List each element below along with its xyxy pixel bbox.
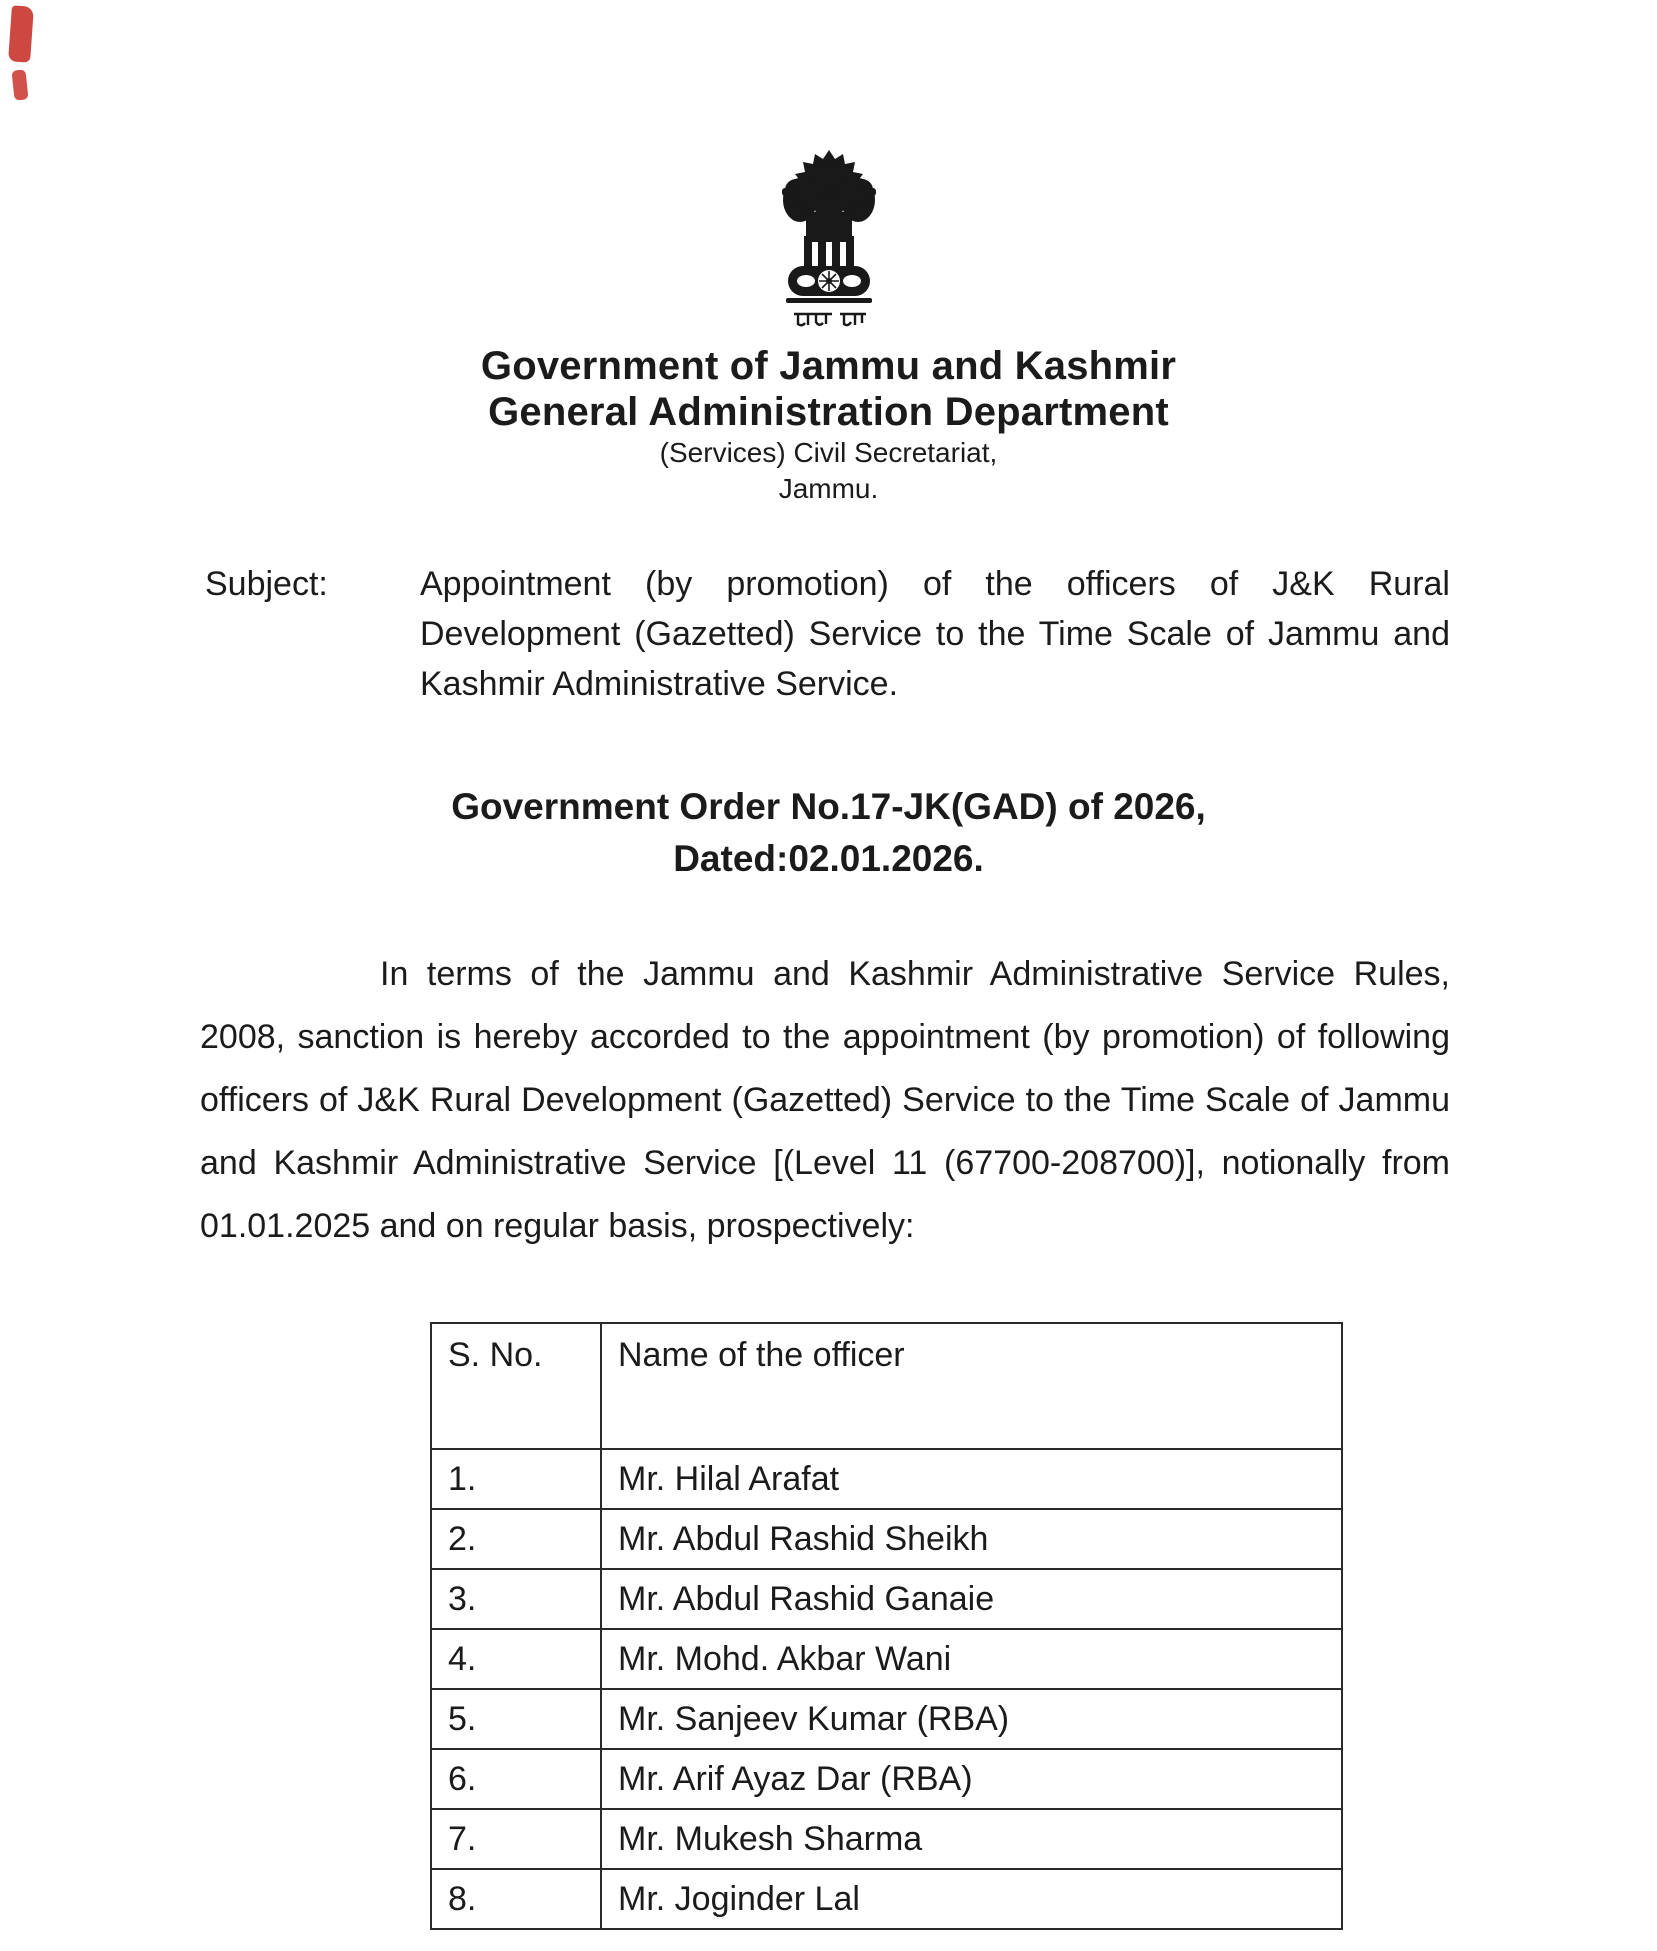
order-number-line: Government Order No.17-JK(GAD) of 2026,: [451, 786, 1206, 827]
table-row: [431, 1689, 1342, 1749]
officers-table: [430, 1322, 1343, 1930]
cell-sno: 3.: [431, 1569, 601, 1629]
cell-officer-name: Mr. Arif Ayaz Dar (RBA): [601, 1749, 1342, 1809]
cell-sno: 6.: [431, 1749, 601, 1809]
order-date-line: Dated:02.01.2026.: [673, 838, 984, 879]
government-title: Government of Jammu and Kashmir: [480, 344, 1177, 388]
column-header-name: Name of the officer: [601, 1323, 1342, 1449]
emblem-motto: [794, 314, 866, 325]
order-heading: [0, 781, 1657, 885]
column-header-sno: S. No.: [431, 1323, 601, 1449]
cell-sno: 1.: [431, 1449, 601, 1509]
cell-officer-name: Mr. Joginder Lal: [601, 1869, 1342, 1929]
order-body-paragraph: In terms of the Jammu and Kashmir Administrative Service Rules, 2008, sanction is hereby accorded to the appointment (by promotion) of following officers of J&K Rural Development (Gazetted) Service to the Time Scale of Jammu and Kashmir Administrative Service [(Level 11 (67700-208700)], notionally from 01.01.2025 and on regular basis, prospectively:: [200, 955, 1450, 1245]
cell-sno: 4.: [431, 1629, 601, 1689]
secretariat-line: (Services) Civil Secretariat,: [659, 437, 998, 468]
city-line: Jammu.: [778, 473, 879, 504]
table-row: [431, 1749, 1342, 1809]
cell-officer-name: Mr. Sanjeev Kumar (RBA): [601, 1689, 1342, 1749]
cell-sno: 7.: [431, 1809, 601, 1869]
cell-officer-name: Mr. Hilal Arafat: [601, 1449, 1342, 1509]
table-row: [431, 1449, 1342, 1509]
cell-officer-name: Mr. Mohd. Akbar Wani: [601, 1629, 1342, 1689]
table-row: [431, 1569, 1342, 1629]
cell-sno: 5.: [431, 1689, 601, 1749]
cell-sno: 2.: [431, 1509, 601, 1569]
table-row: [431, 1509, 1342, 1569]
document-header: [0, 343, 1657, 507]
table-row: [431, 1629, 1342, 1689]
subject-label: Subject:: [205, 565, 328, 603]
subject-text: Appointment (by promotion) of the officers of J&K Rural Development (Gazetted) Service to the Time Scale of Jammu and Kashmir Administrative Service.: [420, 565, 1450, 703]
red-ink-mark: [11, 69, 28, 100]
cell-sno: 8.: [431, 1869, 601, 1929]
state-emblem-of-india: [754, 138, 904, 343]
table-row: [431, 1869, 1342, 1929]
cell-officer-name: Mr. Abdul Rashid Ganaie: [601, 1569, 1342, 1629]
table-header-row: [431, 1323, 1342, 1449]
cell-officer-name: Mr. Mukesh Sharma: [601, 1809, 1342, 1869]
lion-capital-emblem-icon: [754, 138, 904, 338]
subject-block: [205, 559, 1492, 709]
department-title: General Administration Department: [488, 390, 1169, 434]
table-row: [431, 1809, 1342, 1869]
cell-officer-name: Mr. Abdul Rashid Sheikh: [601, 1509, 1342, 1569]
red-ink-mark: [8, 5, 34, 62]
